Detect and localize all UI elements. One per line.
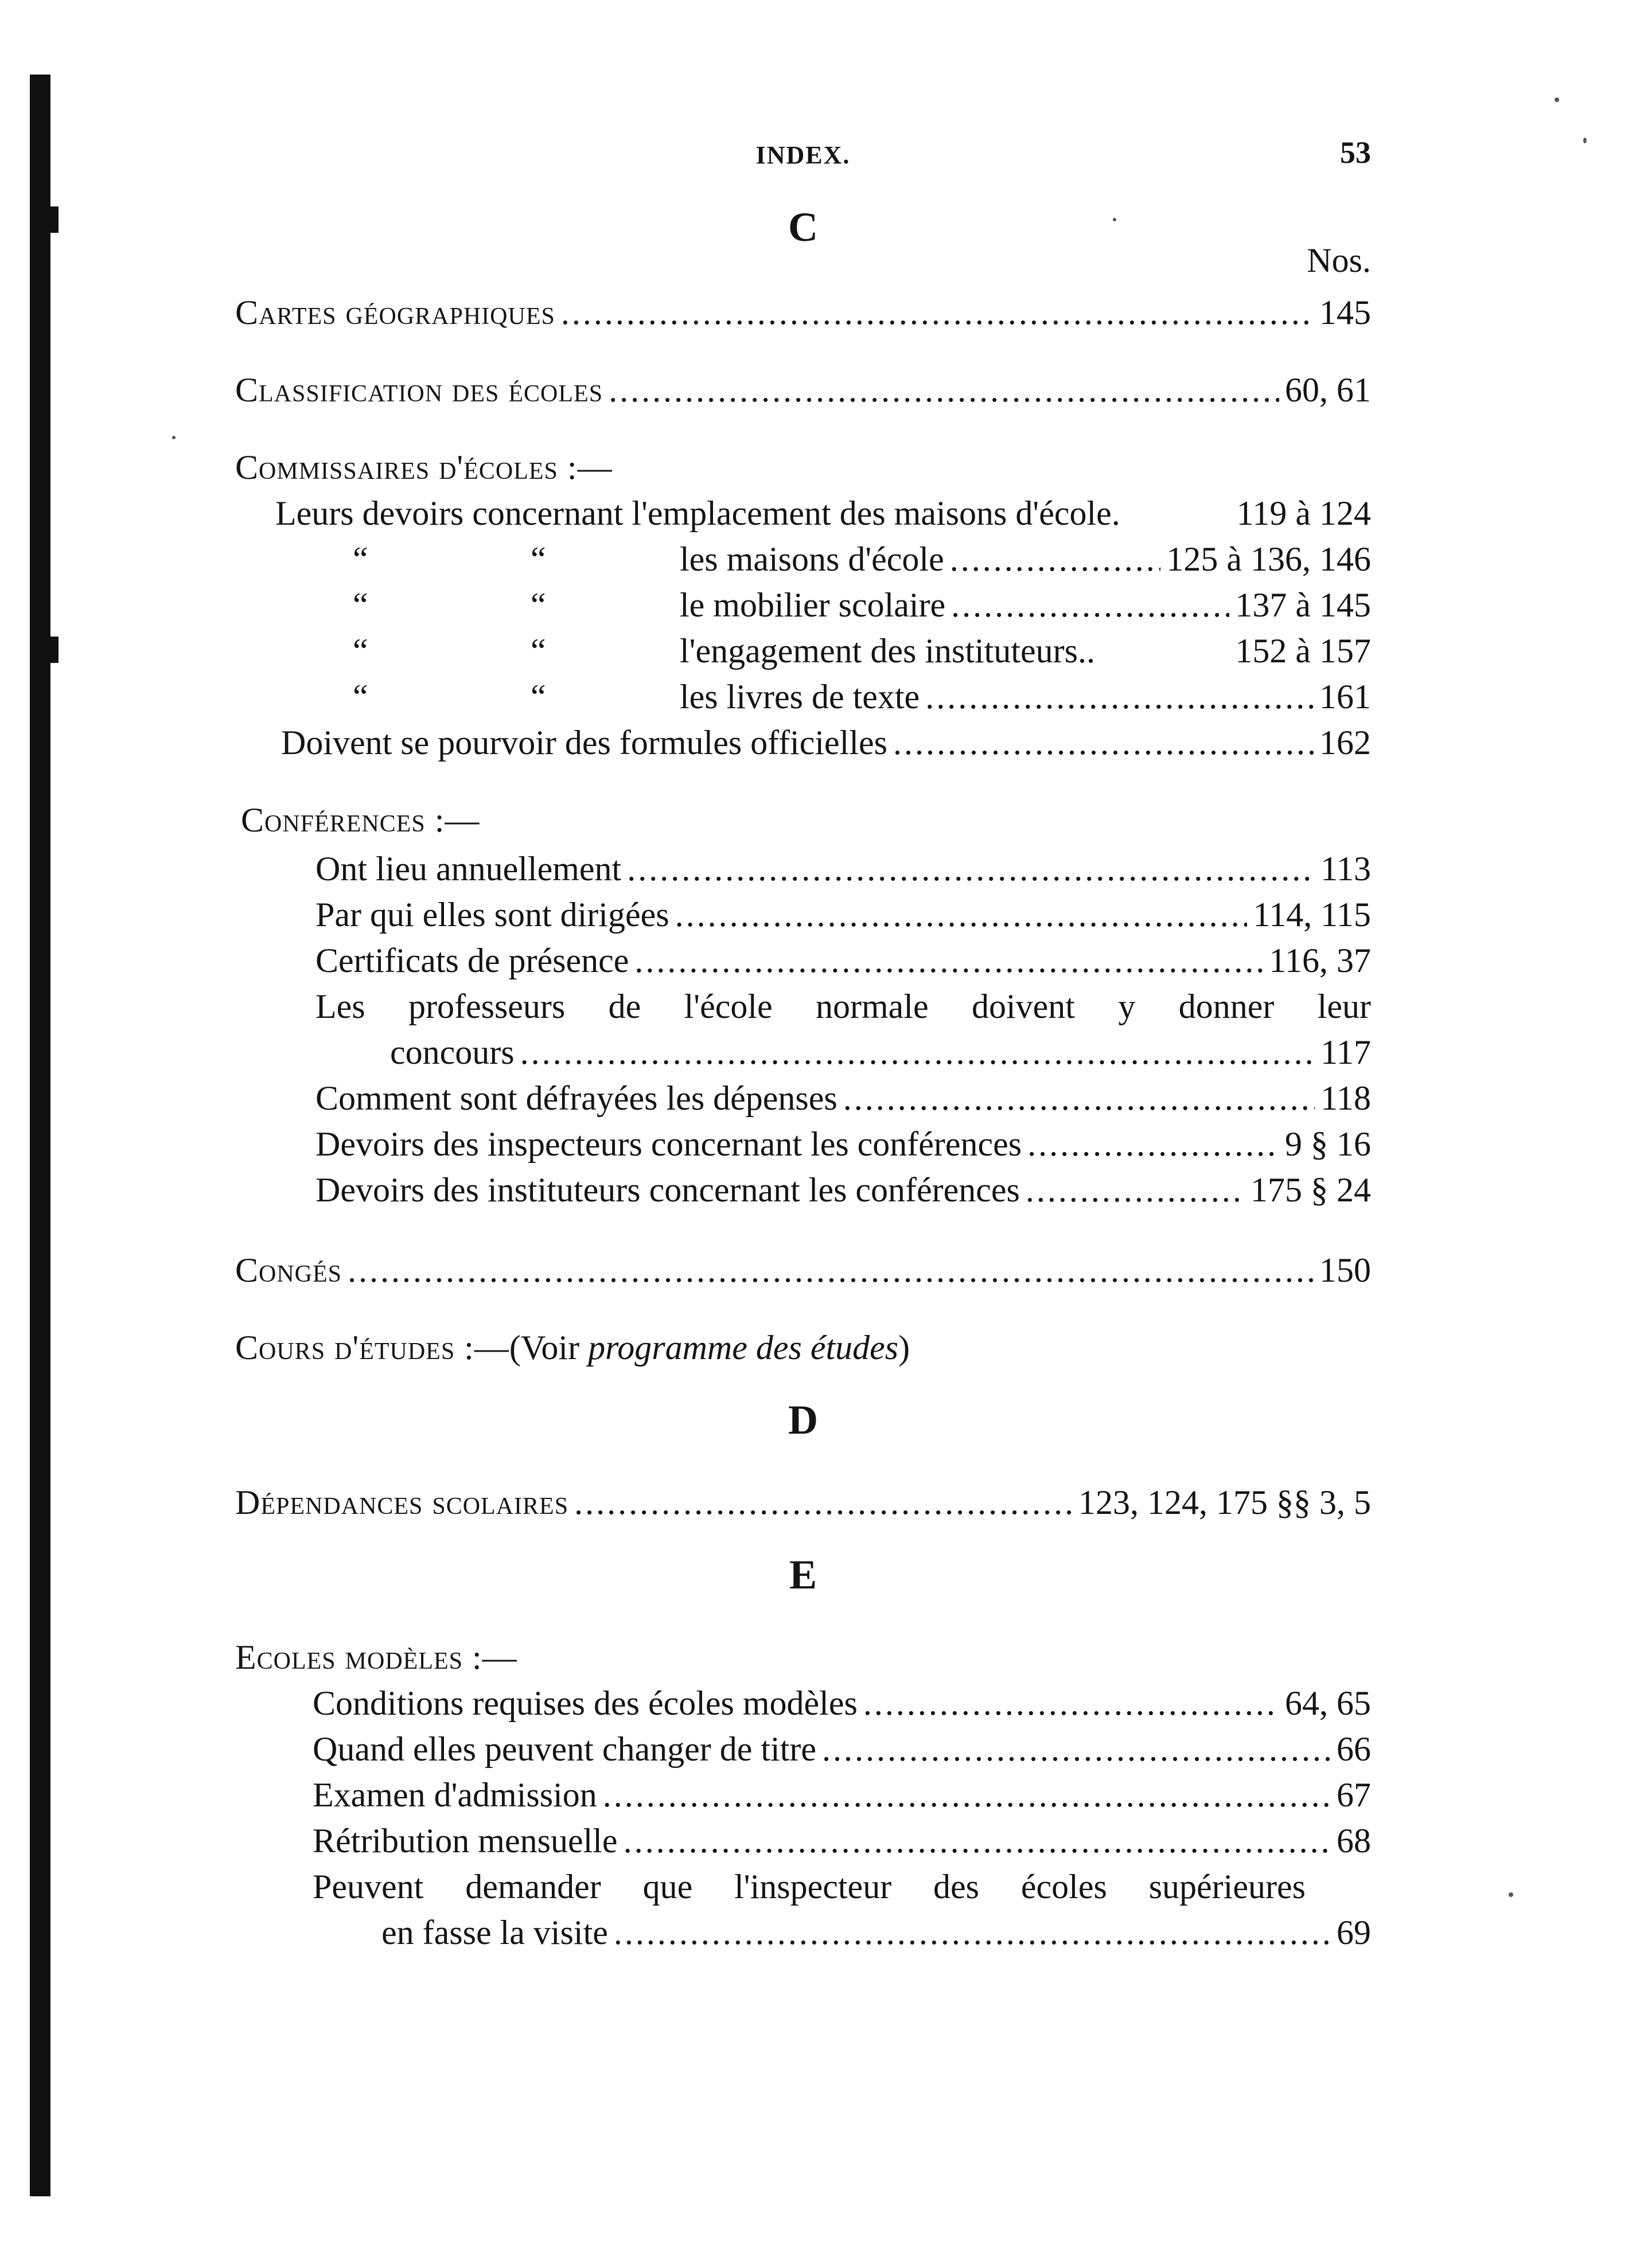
entry-label: l'engagement des instituteurs..: [680, 632, 1095, 670]
index-entry: [235, 367, 1371, 413]
entry-heading: Conférences :—: [241, 801, 480, 839]
index-entry: [315, 1121, 1371, 1167]
entry-label: Dépendances scolaires: [235, 1484, 569, 1521]
word: doivent: [971, 987, 1075, 1025]
word: écoles: [1020, 1868, 1107, 1906]
word: Les: [315, 987, 365, 1025]
section-letter-e: E: [789, 1552, 817, 1598]
ditto-mark: “: [353, 540, 368, 578]
binding-notch: [50, 206, 59, 233]
ditto-mark: “: [531, 586, 546, 624]
entry-label: Comment sont défrayées les dépenses: [315, 1079, 837, 1117]
entry-label: les livres de texte: [680, 678, 920, 716]
entry-label: Par qui elles sont dirigées: [315, 896, 669, 934]
entry-number: 175 § 24: [1250, 1171, 1371, 1209]
word: des: [933, 1868, 980, 1906]
entry-number: 161: [1319, 678, 1371, 716]
entry-label: concours: [390, 1033, 515, 1071]
justified-line: [313, 1864, 1306, 1910]
entry-number: 119 à 124: [1236, 494, 1371, 532]
scan-speck: [1113, 218, 1116, 221]
entry-number: 64, 65: [1285, 1684, 1371, 1722]
see-also: (Voir: [509, 1329, 580, 1367]
entry-number: 60, 61: [1285, 371, 1371, 409]
ditto-mark: “: [531, 540, 546, 578]
entry-number: 66: [1337, 1730, 1371, 1768]
entry-label: le mobilier scolaire: [680, 586, 946, 624]
index-entry: [313, 1726, 1371, 1772]
leader-dots: [822, 1726, 1331, 1772]
ditto-mark: “: [353, 632, 368, 670]
entry-number: 118: [1320, 1079, 1371, 1117]
entry-label: Leurs devoirs concernant l'emplacement des maisons d'école.: [275, 494, 1120, 532]
leader-dots: [520, 1029, 1315, 1075]
entry-label: Devoirs des inspecteurs concernant les conférences: [315, 1125, 1022, 1163]
leader-dots: [893, 720, 1314, 766]
entry-number: 152 à 157: [1235, 632, 1371, 670]
leader-dots: [1027, 1121, 1279, 1167]
ditto-mark: “: [531, 678, 546, 716]
entry-number: 116, 37: [1269, 942, 1371, 979]
index-entry: [381, 1910, 1371, 1955]
binding-edge: [30, 75, 50, 2196]
leader-dots: [863, 1680, 1279, 1726]
entry-heading: Ecoles modèles :—: [235, 1638, 517, 1676]
entry-number: 117: [1320, 1033, 1371, 1071]
leader-dots: [950, 536, 1161, 582]
index-entry: [281, 720, 1371, 766]
leader-dots: [574, 1480, 1073, 1525]
word: que: [642, 1868, 693, 1906]
index-entry: [275, 490, 1371, 536]
entry-number: 9 § 16: [1285, 1125, 1371, 1163]
scan-speck: [1509, 1892, 1513, 1897]
index-entry: [313, 1818, 1371, 1864]
entry-number: 67: [1337, 1776, 1371, 1814]
word: demander: [465, 1868, 601, 1906]
index-entry: [315, 846, 1371, 892]
index-entry: [315, 892, 1371, 938]
section-letter-d: D: [788, 1397, 818, 1443]
binding-notch: [50, 637, 59, 663]
index-entry: [315, 1167, 1371, 1213]
page-header: [235, 135, 1371, 181]
index-entry: [315, 938, 1371, 983]
index-entry: [390, 1029, 1371, 1075]
index-entry: [235, 1247, 1371, 1293]
leader-dots: [951, 582, 1229, 628]
scan-speck: [1555, 97, 1559, 102]
leader-dots: [561, 290, 1314, 335]
see-also-close: ): [898, 1329, 910, 1367]
leader-dots: [925, 674, 1314, 720]
justified-line: [315, 983, 1371, 1029]
entry-number: 162: [1319, 724, 1371, 762]
see-also-target: programme des études: [588, 1329, 899, 1367]
ditto-mark: “: [353, 586, 368, 624]
entry-number: 145: [1319, 294, 1371, 331]
index-entry: [235, 1480, 1371, 1525]
leader-dots: [614, 1910, 1331, 1955]
word: y: [1118, 987, 1136, 1025]
entry-number: 150: [1319, 1251, 1371, 1289]
scan-speck: [172, 436, 176, 439]
leader-dots: [624, 1818, 1331, 1864]
index-entry: [313, 1680, 1371, 1726]
entry-number: 125 à 136, 146: [1166, 540, 1371, 578]
entry-label: Examen d'admission: [313, 1776, 597, 1814]
index-entry: [315, 1075, 1371, 1121]
leader-dots: [1026, 1167, 1245, 1213]
word: Peuvent: [313, 1868, 424, 1906]
entry-number: 69: [1337, 1914, 1371, 1951]
entry-label: Cartes géographiques: [235, 294, 555, 331]
leader-dots: [348, 1247, 1314, 1293]
index-entry: [235, 290, 1371, 335]
entry-label: Conditions requises des écoles modèles: [313, 1684, 858, 1722]
word: de: [608, 987, 641, 1025]
cross-reference-entry: [235, 1325, 910, 1371]
word: professeurs: [408, 987, 566, 1025]
entry-number: 137 à 145: [1235, 586, 1371, 624]
entry-heading: Commissaires d'écoles :—: [235, 448, 613, 486]
word: leur: [1317, 987, 1371, 1025]
word: donner: [1178, 987, 1275, 1025]
word: l'école: [684, 987, 773, 1025]
entry-label: Devoirs des instituteurs concernant les conférences: [315, 1171, 1020, 1209]
entry-label: Classification des écoles: [235, 371, 603, 409]
entry-number: 123, 124, 175 §§ 3, 5: [1078, 1484, 1371, 1521]
entry-label: en fasse la visite: [381, 1914, 608, 1951]
numbers-column-label: Nos.: [1307, 241, 1371, 279]
entry-label: Ont lieu annuellement: [315, 850, 622, 888]
entry-label: Rétribution mensuelle: [313, 1822, 618, 1860]
running-title: INDEX.: [755, 141, 851, 169]
section-letter-c: C: [788, 204, 818, 250]
leader-dots: [627, 846, 1315, 892]
entry-number: 113: [1320, 850, 1371, 888]
ditto-mark: “: [531, 632, 546, 670]
page-number: 53: [1340, 135, 1371, 170]
scan-speck: [1583, 138, 1587, 143]
entry-label: Quand elles peuvent changer de titre: [313, 1730, 816, 1768]
entry-label: Cours d'études :—: [235, 1329, 509, 1367]
leader-dots: [603, 1772, 1331, 1818]
word: l'inspecteur: [734, 1868, 892, 1906]
word: supérieures: [1148, 1868, 1306, 1906]
entry-number: 114, 115: [1253, 896, 1371, 934]
entry-label: Congés: [235, 1251, 342, 1289]
word: normale: [816, 987, 929, 1025]
entry-label: les maisons d'école: [680, 540, 944, 578]
entry-label: Certificats de présence: [315, 942, 629, 979]
leader-dots: [675, 892, 1248, 938]
leader-dots: [843, 1075, 1315, 1121]
entry-number: 68: [1337, 1822, 1371, 1860]
ditto-mark: “: [353, 678, 368, 716]
index-entry: [313, 1772, 1371, 1818]
entry-label: Doivent se pourvoir des formules officielles: [281, 724, 887, 762]
leader-dots: [609, 367, 1279, 413]
leader-dots: [634, 938, 1263, 983]
